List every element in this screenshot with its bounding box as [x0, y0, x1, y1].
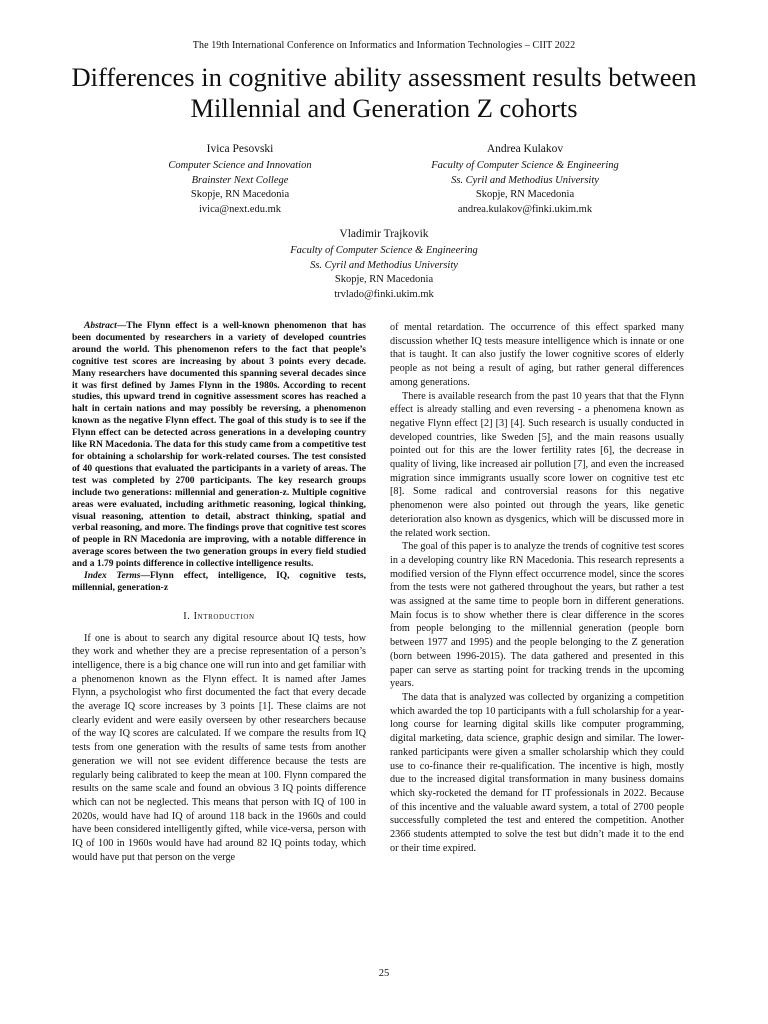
index-terms-label: Index Terms	[84, 571, 141, 582]
author-email: andrea.kulakov@finki.ukim.mk	[457, 203, 593, 215]
author-affiliation: Ss. Cyril and Methodius University	[451, 174, 599, 186]
abstract-text: —The Flynn effect is a well-known phenomenon that has been documented by researchers in a variety of developed countries around the world. This phenomenon refers to the fact that people’s cognitive test scores are increasing by about 3 points every decade. Many researchers have documented this spanning several decades since it was first defined by James Flynn in the 1980s. According to recent studies, this upward trend in cognitive assessment scores has reached a halt in certain nations and may possibly be reversing, a phenomenon known as the negative Flynn effect. The goal of this study is to see if the Flynn effect can be detected across generations in a developing country like RN Macedonia. The data for this study came from a competitive test for obtaining a scholarship for work-related courses. The test consisted of 40 questions that evaluated the participants in a variety of areas. The test was completed by 2700 participants. The key research groups include two generations: millennial and generation-z. Multiple cognitive areas were evaluated, including arithmetic reasoning, logical thinking, visual reasoning, attention to detail, abstract thinking, spatial and verbal reasoning, and more. The findings prove that cognitive test scores of people in RN Macedonia are improving, with a notable difference in average scores between the two generation groups in every field studied and a 1.79 points difference in collective intelligence results.	[72, 321, 366, 570]
intro-paragraph-1: If one is about to search any digital resource about IQ tests, how they work and whether they are a precise representation of a person’s intelligence, there is a big chance one will run into and get familiar with a phenomenon known as the Flynn effect. It is named after James Flynn, a psychologist who first documented the fact that every decade the average IQ score increases by 3 points [1]. These claims are not clearly evident and were easily overseen by other researchers because of the way IQ scores are calculated. If we compare the results from IQ tests from one generation with the results of same tests from another generation we will not see evident difference because the tests are regularly being calibrated to keep the mean at 100. Flynn compared the results on the same scale and found an obvious 3 IQ points difference which can not be neglected. This means that person with IQ of 100 in 2020s, would have had IQ of around 118 back in the 1960s and could have been considered intelligently gifted, while vice-versa, person with IQ of 100 in 1960s would have had around 82 IQ points today, which would have put that person on the verge	[72, 632, 366, 863]
intro-paragraph-1-continued: of mental retardation. The occurrence of this effect sparked many discussion whether IQ tests measure intelligence which is innate or one that is taught. It can also justify the lower cognitive scores of elderly people as not being a result of aging, but rather general differences among generations.	[390, 322, 684, 388]
intro-paragraph-4: The data that is analyzed was collected by organizing a competition which awarded the top 10 participants with a full scholarship for a year-long course for learning digital skills like computer programming, digital marketing, data science, graphic design and similar. The lower-ranked participants were given a smaller scholarship which they could use to co-finance their re-qualification. The incentive is high, mostly due to the increased digital transformation in many business domains which sky-rocketed the demand for IT professionals in 2022. Because of this incentive and the valuable award system, a total of 2700 people successfully completed the test and entered the competition. Another 2366 students attempted to solve the test but didn’t made it to the end or their time expired.	[390, 691, 684, 854]
author-affiliation: Faculty of Computer Science & Engineering	[431, 160, 619, 172]
paper-title: Differences in cognitive ability assessment results between Millennial and Generation Z cohorts	[71, 62, 697, 123]
author-block-1	[120, 142, 360, 217]
author-affiliation: Faculty of Computer Science & Engineering	[290, 245, 478, 257]
author-name: Ivica Pesovski	[206, 143, 274, 155]
author-location: Skopje, RN Macedonia	[334, 274, 434, 286]
section-heading	[72, 610, 366, 624]
page-number: 25	[378, 968, 390, 979]
author-affiliation: Computer Science and Innovation	[168, 160, 312, 172]
section-title: Introduction	[193, 610, 255, 622]
index-terms-text: —Flynn effect, intelligence, IQ, cognitive tests, millennial, generation-z	[72, 571, 366, 593]
author-email: trvlado@finki.ukim.mk	[334, 288, 434, 300]
author-affiliation: Ss. Cyril and Methodius University	[310, 259, 458, 271]
author-affiliation: Brainster Next College	[191, 174, 289, 186]
author-name: Vladimir Trajkovik	[339, 228, 429, 240]
abstract	[72, 321, 366, 571]
left-column	[72, 321, 366, 865]
author-location: Skopje, RN Macedonia	[190, 189, 290, 201]
section-number: I.	[183, 610, 191, 622]
author-email: ivica@next.edu.mk	[199, 203, 281, 215]
author-name: Andrea Kulakov	[486, 143, 564, 155]
abstract-label: Abstract	[84, 321, 117, 331]
intro-paragraph-3: The goal of this paper is to analyze the trends of cognitive test scores in a developing country like RN Macedonia. This research represents a modified version of the Flynn effect occurrence model, since the scores from the tests were not gathered throughout the years, but rather a test was assigned at the same time to people born in different generations. Main focus is to show whether there is clear difference in the scores from people belonging to the millennial generation (people born between 1977 and 1995) and the people belonging to the Z generation (born between 1996-2015). The data gathered and presented in this paper can serve as starting point for tracking trends in the upcoming years.	[390, 541, 684, 690]
index-terms	[72, 571, 366, 595]
author-location: Skopje, RN Macedonia	[475, 189, 575, 201]
author-block-2	[365, 142, 685, 217]
intro-paragraph-2: There is available research from the past 10 years that that the Flynn effect is already stalling and even reversing - a phenomena known as negative Flynn effect [2] [3] [4]. Such research is usually conducted in developed countries, like Sweden [5], and the main reasons usually pointed out for this are the lower fertility rates [6], the decrease in quality of living, like increased air pollution [7], and even the increased migration since immigrants usually score lower on cognitive test etc [8]. Some radical and controversial reasons for this negative phenomenon were also pointed out through the years, like genetic deterioration also known as dysgenics, which will be discussed more in the related work section.	[390, 390, 684, 539]
right-column	[390, 321, 684, 855]
author-block-3	[224, 227, 544, 302]
conference-header: The 19th International Conference on Informatics and Information Technologies – CIIT 2022	[192, 40, 576, 51]
